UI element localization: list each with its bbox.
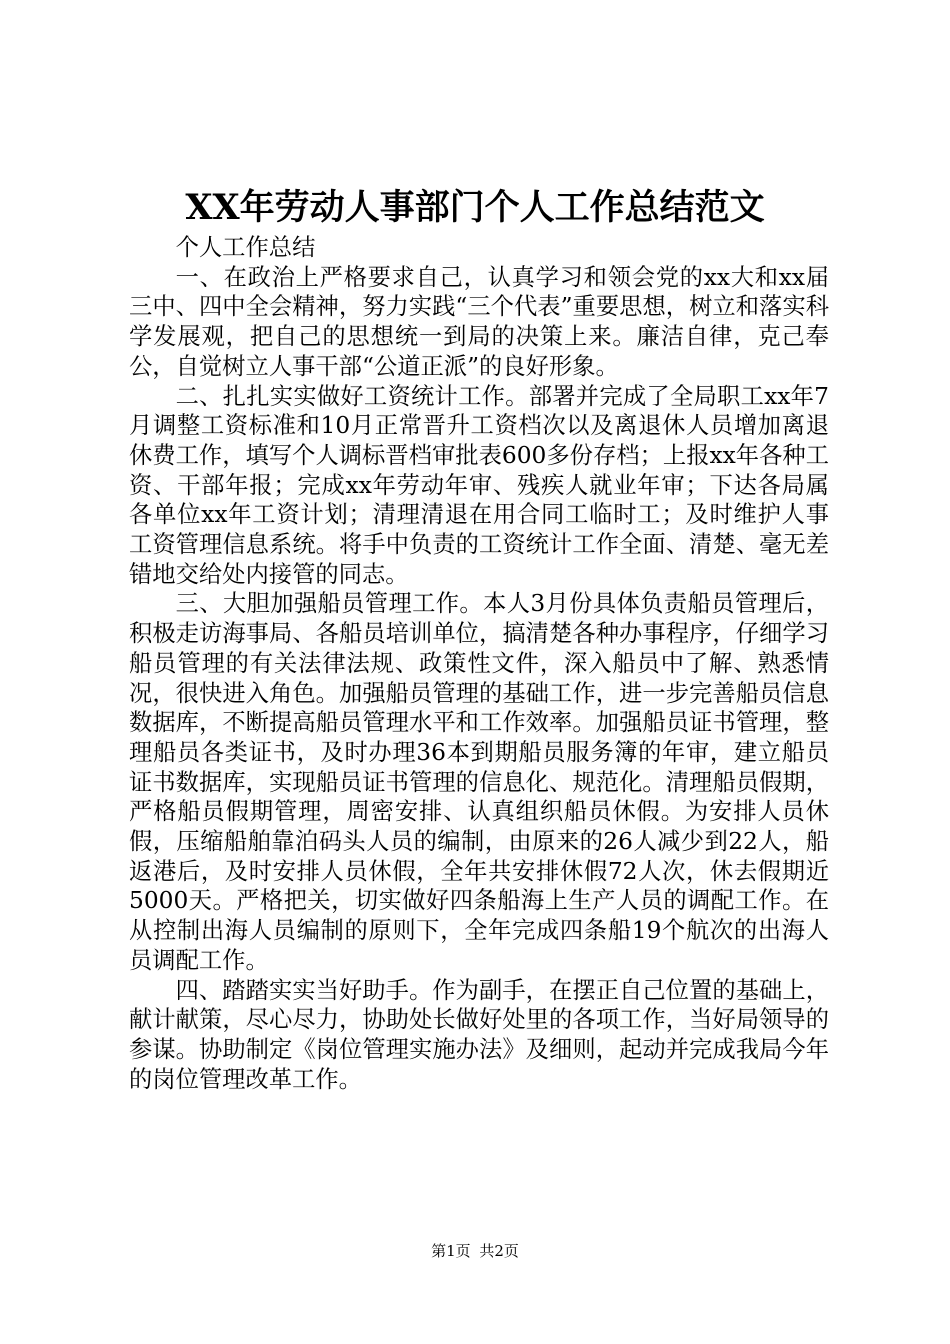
paragraph-crew-management: 三、大胆加强船员管理工作。本人3月份具体负责船员管理后，积极走访海事局、各船员培训单位，搞清楚各种办事程序，仔细学习船员管理的有关法律法规、政策性文件，深入船员中了解、熟悉情况，很快进入角色。加强船员管理的基础工作，进一步完善船员信息数据库，不断提高船员管理水平和工作效率。加强船员证书管理，整理船员各类证书，及时办理36本到期船员服务簿的年审，建立船员证书数据库，实现船员证书管理的信息化、规范化。清理船员假期，严格船员假期管理，周密安排、认真组织船员休假。为安排人员休假，压缩船舶靠泊码头人员的编制，由原来的26人减少到22人，船返港后，及时安排人员休假，全年共安排休假72人次，休去假期近5000天。严格把关，切实做好四条船海上生产人员的调配工作。在从控制出海人员编制的原则下，全年完成四条船19个航次的出海人员调配工作。 [129,590,829,974]
paragraph-assistant-role: 四、踏踏实实当好助手。作为副手，在摆正自己位置的基础上，献计献策，尽心尽力，协助处长做好处里的各项工作，当好局领导的参谋。协助制定《岗位管理实施办法》及细则，起动并完成我局今年的岗位管理改革工作。 [129,976,829,1093]
paragraph-wage-statistics: 二、扎扎实实做好工资统计工作。部署并完成了全局职工xx年7月调整工资标准和10月正常晋升工资档次以及离退休人员增加离退休费工作，填写个人调标晋档审批表600多份存档；上报xx年各种工资、干部年报；完成xx年劳动年审、残疾人就业年审；下达各局属各单位xx年工资计划；清理清退在用合同工临时工；及时维护人事工资管理信息系统。将手中负责的工资统计工作全面、清楚、毫无差错地交给处内接管的同志。 [129,382,829,588]
page-footer [0,1240,950,1262]
document-title: XX年劳动人事部门个人工作总结范文 [185,187,765,228]
paragraph-political: 一、在政治上严格要求自己，认真学习和领会党的xx大和xx届三中、四中全会精神，努力实践“三个代表”重要思想，树立和落实科学发展观，把自己的思想统一到局的决策上来。廉洁自律，克己奉公，自觉树立人事干部“公道正派”的良好形象。 [129,263,829,380]
document-body [129,233,829,1094]
section-heading: 个人工作总结 [175,234,316,261]
page-number-current: 第1页 [431,1242,471,1260]
page-number-total: 共2页 [479,1242,519,1260]
